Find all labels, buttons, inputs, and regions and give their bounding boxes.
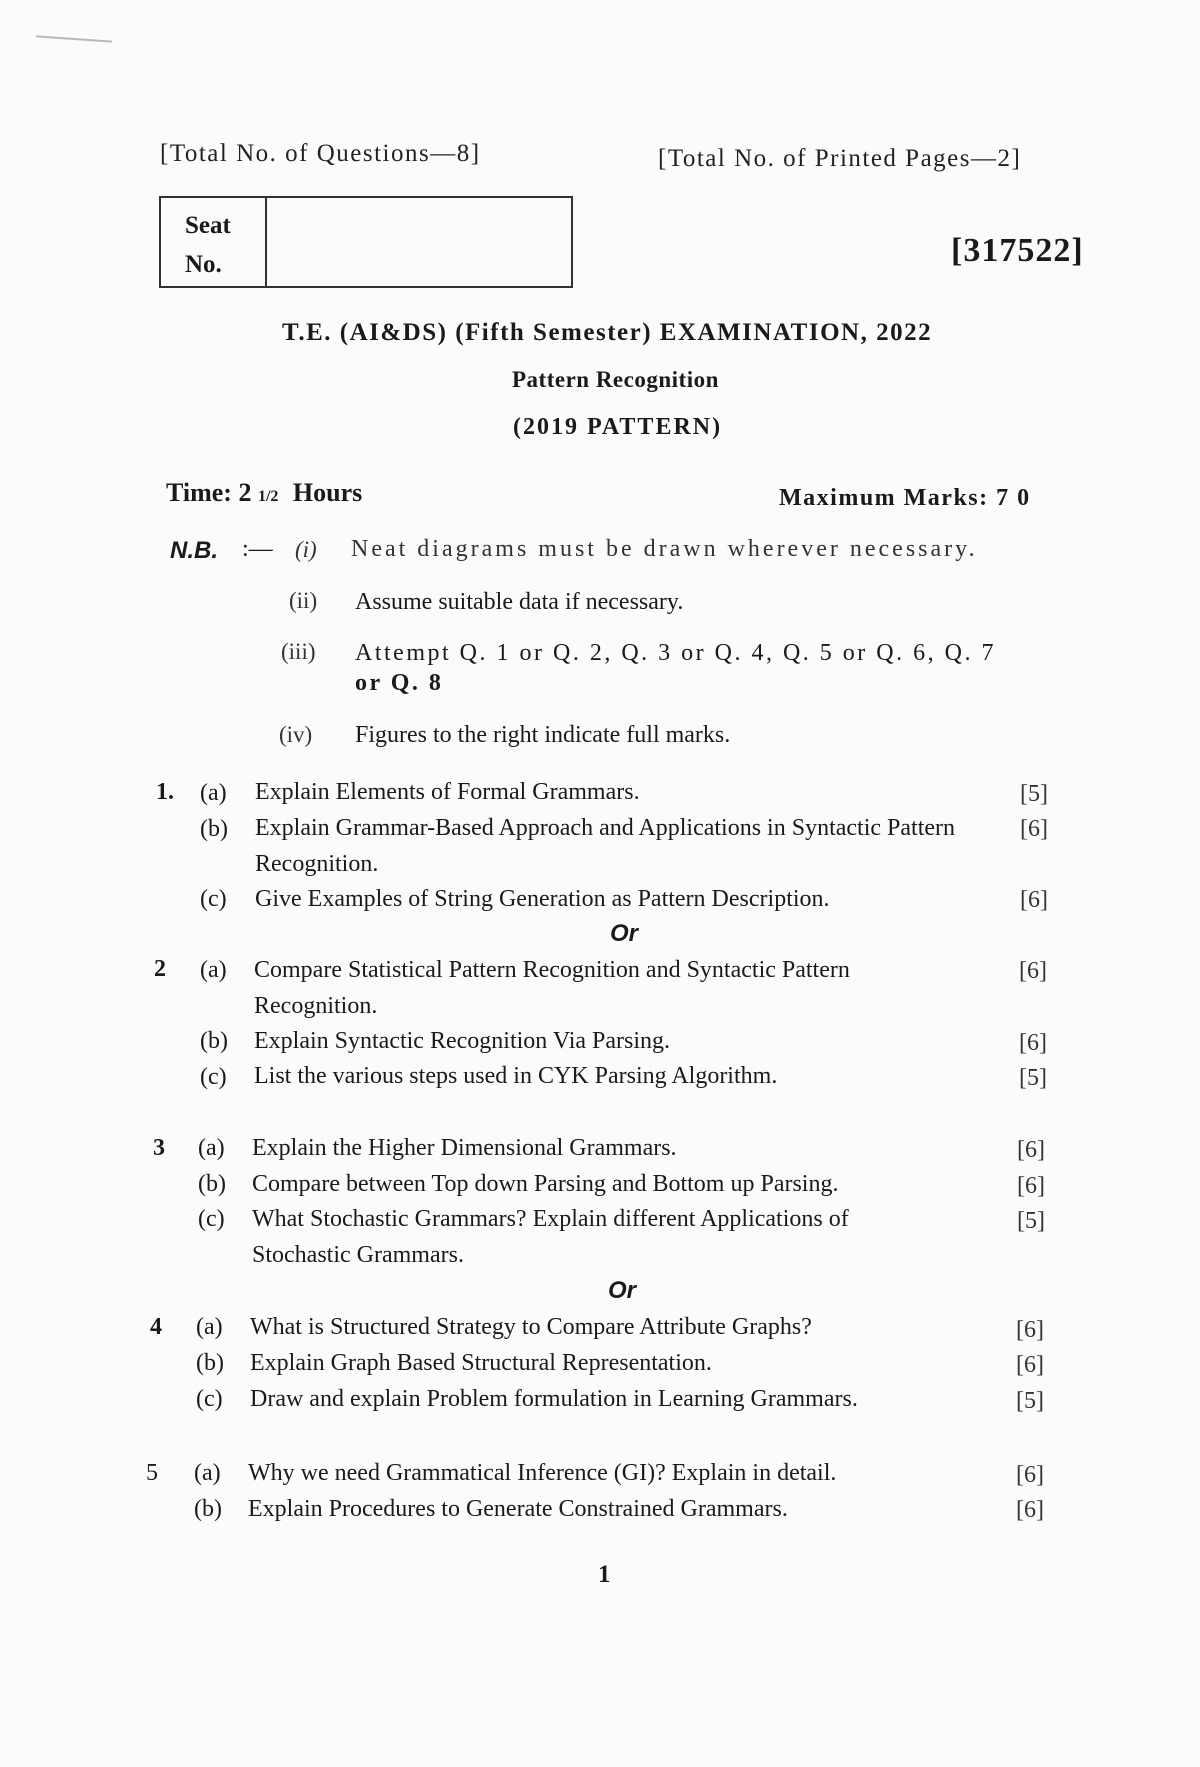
note-number: (ii) <box>289 588 318 613</box>
marks-label: [6] <box>1020 816 1048 842</box>
subpart-label: (c) <box>200 1064 227 1090</box>
subpart-label: (a) <box>196 1314 223 1340</box>
subpart-label: (b) <box>194 1496 222 1522</box>
note-text: Neat diagrams must be drawn wherever necessary. <box>351 536 978 562</box>
question-text: Explain Graph Based Structural Representation. <box>250 1350 712 1376</box>
exam-pattern: (2019 PATTERN) <box>513 414 723 440</box>
subpart-label: (b) <box>196 1350 224 1376</box>
subpart-label: (a) <box>198 1135 225 1161</box>
note-number: (iv) <box>279 722 313 747</box>
time-allowed: Time: 2 1/2 Hours <box>166 478 363 507</box>
subpart-label: (a) <box>200 780 227 806</box>
note-number: (i) <box>295 537 317 562</box>
marks-label: [6] <box>1017 1137 1045 1163</box>
subpart-label: (a) <box>194 1460 221 1486</box>
subpart-label: (b) <box>200 1028 228 1054</box>
question-number: 2 <box>154 956 166 982</box>
question-text: Draw and explain Problem formulation in Learning Grammars. <box>250 1386 858 1412</box>
question-text: Explain Elements of Formal Grammars. <box>255 779 640 805</box>
subpart-label: (b) <box>200 816 228 842</box>
marks-label: [5] <box>1020 781 1048 807</box>
question-text: What is Structured Strategy to Compare Attribute Graphs? <box>250 1314 812 1340</box>
subject-name: Pattern Recognition <box>512 367 719 392</box>
question-number: 1. <box>156 779 174 805</box>
subpart-label: (b) <box>198 1171 226 1197</box>
subpart-label: (c) <box>200 886 227 912</box>
question-number: 4 <box>150 1314 162 1340</box>
seat-number-box <box>159 196 573 288</box>
scan-mark <box>36 35 112 42</box>
note-number: (iii) <box>281 639 316 664</box>
total-questions: [Total No. of Questions—8] <box>160 140 481 167</box>
question-text: Explain Grammar-Based Approach and Applications in Syntactic Pattern Recognition. <box>255 815 956 877</box>
question-text: Explain the Higher Dimensional Grammars. <box>252 1135 677 1161</box>
marks-label: [6] <box>1020 887 1048 913</box>
note-text: Assume suitable data if necessary. <box>355 589 684 615</box>
marks-label: [6] <box>1016 1497 1044 1523</box>
seat-number-field[interactable] <box>267 198 571 286</box>
or-separator: Or <box>608 1277 637 1304</box>
subpart-label: (c) <box>196 1386 223 1412</box>
question-text: Explain Syntactic Recognition Via Parsing. <box>254 1028 671 1054</box>
question-text: Why we need Grammatical Inference (GI)? Explain in detail. <box>248 1460 837 1486</box>
total-printed-pages: [Total No. of Printed Pages—2] <box>658 145 1022 172</box>
question-text: Give Examples of String Generation as Pattern Description. <box>255 886 830 912</box>
note-text: Attempt Q. 1 or Q. 2, Q. 3 or Q. 4, Q. 5 or Q. 6, Q. 7 <box>355 640 996 666</box>
marks-label: [5] <box>1019 1065 1047 1091</box>
subpart-label: (a) <box>200 957 227 983</box>
marks-label: [6] <box>1019 1030 1047 1056</box>
paper-code: [317522] <box>951 232 1084 269</box>
note-text: Figures to the right indicate full marks. <box>355 722 731 748</box>
marks-label: [6] <box>1017 1173 1045 1199</box>
question-text: Compare between Top down Parsing and Bottom up Parsing. <box>252 1171 839 1197</box>
nb-label: N.B. <box>170 537 218 564</box>
note-text: or Q. 8 <box>355 670 444 696</box>
nb-separator: :— <box>242 536 273 562</box>
marks-label: [6] <box>1016 1317 1044 1343</box>
subpart-label: (c) <box>198 1206 225 1232</box>
question-text: What Stochastic Grammars? Explain different Applications of Stochastic Grammars. <box>252 1206 849 1268</box>
exam-title: T.E. (AI&DS) (Fifth Semester) EXAMINATION, 2022 <box>282 319 933 346</box>
question-text: Explain Procedures to Generate Constrained Grammars. <box>248 1496 788 1522</box>
or-separator: Or <box>610 920 639 947</box>
question-number: 5 <box>146 1460 158 1486</box>
seat-number-label: Seat No. <box>161 198 267 286</box>
question-text: List the various steps used in CYK Parsing Algorithm. <box>254 1063 778 1089</box>
page-number: 1 <box>598 1561 611 1588</box>
marks-label: [6] <box>1019 958 1047 984</box>
marks-label: [6] <box>1016 1462 1044 1488</box>
question-text: Compare Statistical Pattern Recognition and Syntactic Pattern Recognition. <box>254 957 850 1019</box>
marks-label: [6] <box>1016 1352 1044 1378</box>
marks-label: [5] <box>1016 1388 1044 1414</box>
marks-label: [5] <box>1017 1208 1045 1234</box>
question-number: 3 <box>153 1135 165 1161</box>
maximum-marks: Maximum Marks: 7 0 <box>779 485 1031 511</box>
